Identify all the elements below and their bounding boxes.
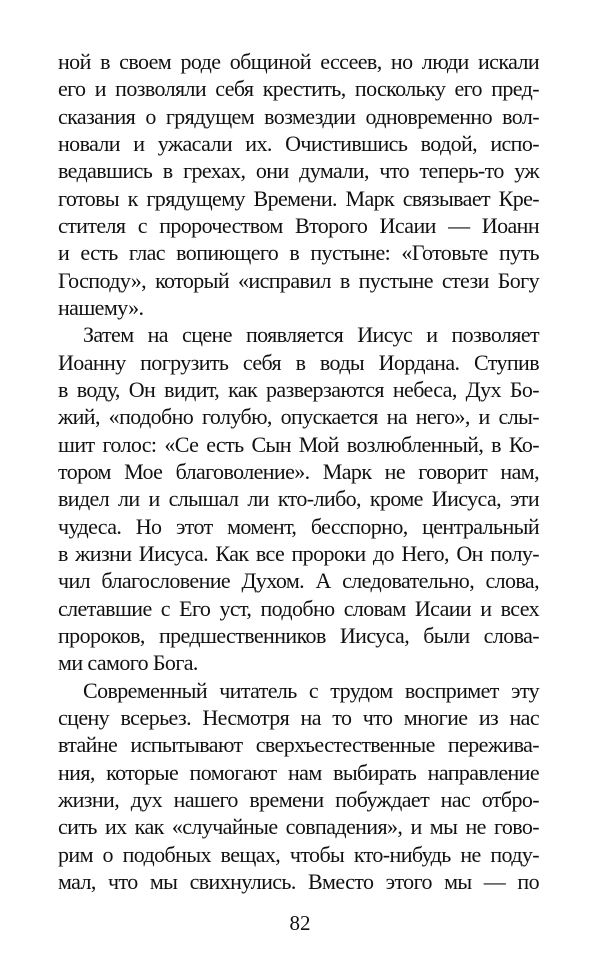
text-line: и есть глас вопиющего в пустыне: «Готовьте путь (58, 240, 539, 266)
text-line: пророков, предшественников Иисуса, были слова- (58, 622, 539, 648)
text-line: сказания о грядущем возмездии одновременно вол- (58, 103, 539, 129)
text-line: видел ли и слышал ли кто-либо, кроме Иисуса, эти (58, 486, 539, 512)
text-line: Господу», который «исправил в пустыне стези Богу (58, 267, 539, 293)
text-line: новали и ужасали их. Очистившись водой, испо- (58, 130, 539, 156)
text-line: жизни, дух нашего времени побуждает нас отбро- (58, 786, 539, 812)
page-body-text (58, 48, 539, 895)
text-line: втайне испытывают сверхъестественные пережива- (58, 732, 539, 758)
text-line: шит голос: «Се есть Сын Мой возлюбленный, в Ко- (58, 431, 539, 457)
paragraph (58, 677, 539, 896)
text-line: ведавшись в грехах, они думали, что теперь-то уж (58, 158, 539, 184)
text-line: слетавшие с Его уст, подобно словам Исаии и всех (58, 595, 539, 621)
text-line: сцену всерьез. Несмотря на то что многие из нас (58, 704, 539, 730)
text-line: его и позволяли себя крестить, поскольку его пред- (58, 76, 539, 102)
text-line: сить их как «случайные совпадения», и мы не гово- (58, 814, 539, 840)
text-line: жий, «подобно голубю, опускается на него», и слы- (58, 404, 539, 430)
text-line: в воду, Он видит, как разверзаются небеса, Дух Бо- (58, 376, 539, 402)
text-line: нашему». (58, 294, 144, 320)
text-line: Иоанну погрузить себя в воды Иордана. Ступив (58, 349, 539, 375)
text-line: рим о подобных вещах, чтобы кто-нибудь не поду- (58, 841, 539, 867)
text-line: Затем на сцене появляется Иисус и позволяет (83, 322, 539, 348)
text-line: ной в своем роде общиной ессеев, но люди искали (58, 49, 539, 74)
page-number: 82 (289, 911, 311, 935)
text-line: в жизни Иисуса. Как все пророки до Него, Он полу- (58, 540, 539, 566)
text-line: тором Мое благоволение». Марк не говорит нам, (58, 458, 539, 484)
paragraph (58, 321, 539, 676)
text-line: чудеса. Но этот момент, бесспорно, центральный (58, 513, 539, 539)
text-line: стителя с пророчеством Второго Исаии — Иоанн (58, 212, 539, 238)
text-line: ния, которые помогают нам выбирать направление (58, 759, 539, 785)
text-line: Современный читатель с трудом воспримет эту (83, 677, 539, 703)
text-line: ми самого Бога. (58, 650, 198, 676)
text-line: чил благословение Духом. А следовательно, слова, (58, 568, 539, 594)
paragraph (58, 48, 539, 321)
text-line: готовы к грядущему Времени. Марк связывает Кре- (58, 185, 539, 211)
text-line: мал, что мы свихнулись. Вместо этого мы — по (58, 868, 539, 894)
